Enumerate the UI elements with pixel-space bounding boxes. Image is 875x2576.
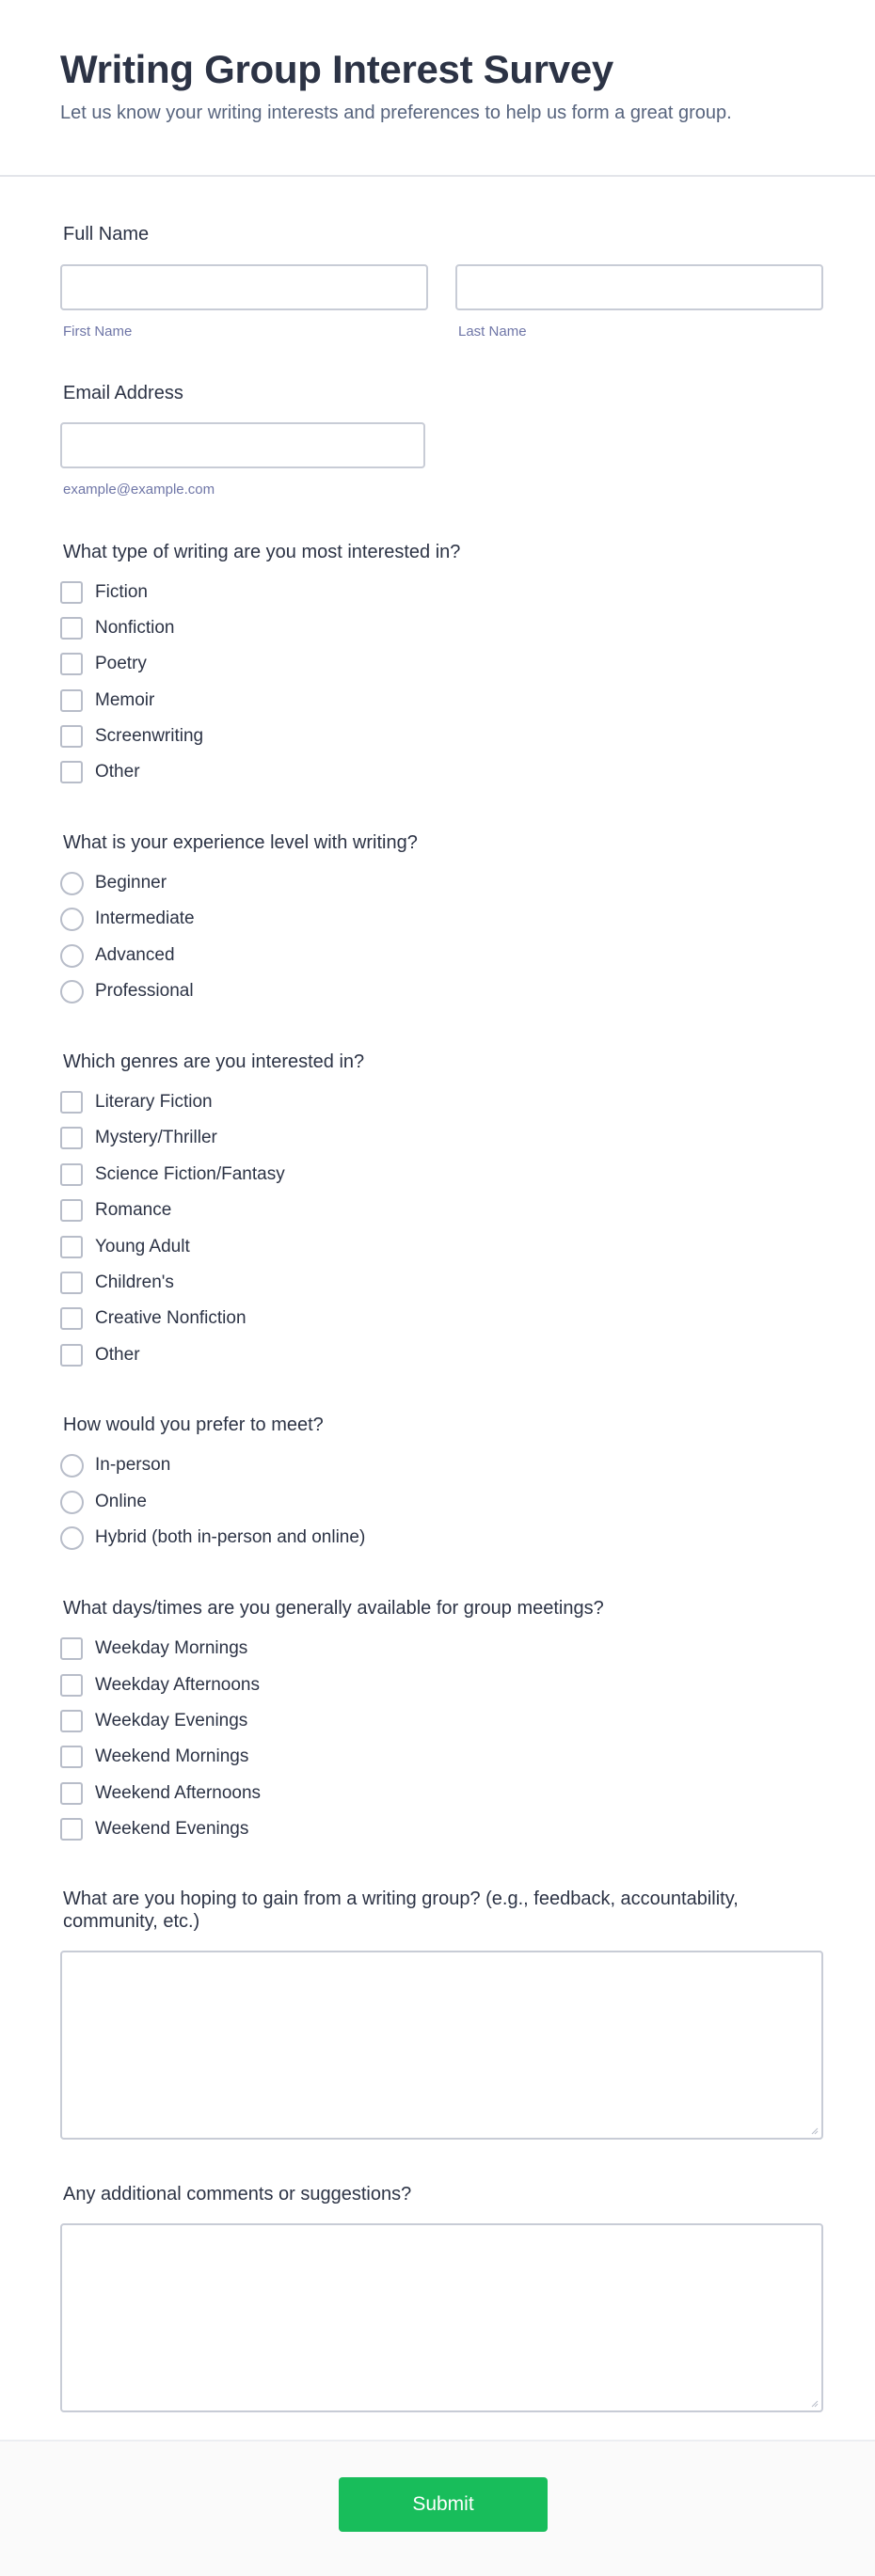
checkbox-square-icon[interactable] <box>60 1637 83 1660</box>
radio-circle-icon[interactable] <box>60 944 84 968</box>
checkbox-square-icon[interactable] <box>60 1091 83 1114</box>
option-label: Children's <box>95 1272 174 1292</box>
option-label: Other <box>95 762 140 782</box>
checkbox-square-icon[interactable] <box>60 1674 83 1697</box>
radio-circle-icon[interactable] <box>60 872 84 895</box>
checkbox-square-icon[interactable] <box>60 1746 83 1768</box>
form-subtitle: Let us know your writing interests and preferences to help us form a great group. <box>60 103 732 123</box>
full-name-label: Full Name <box>63 224 150 245</box>
genres-question: Which genres are you interested in? <box>63 1051 365 1072</box>
checkbox-square-icon[interactable] <box>60 1163 83 1186</box>
checkbox-square-icon[interactable] <box>60 1307 83 1330</box>
option-label: Poetry <box>95 654 147 673</box>
resize-handle-icon[interactable] <box>810 2399 819 2408</box>
checkbox-square-icon[interactable] <box>60 1344 83 1367</box>
first-name-input[interactable] <box>60 264 428 310</box>
writing-type-question: What type of writing are you most interested in? <box>63 542 461 562</box>
option-label: Weekend Mornings <box>95 1746 249 1766</box>
experience-question: What is your experience level with writing? <box>63 832 418 853</box>
option-label: Creative Nonfiction <box>95 1308 247 1328</box>
option-label: Memoir <box>95 690 155 710</box>
radio-circle-icon[interactable] <box>60 1491 84 1514</box>
checkbox-square-icon[interactable] <box>60 1818 83 1841</box>
radio-circle-icon[interactable] <box>60 908 84 931</box>
option-label: Mystery/Thriller <box>95 1128 217 1147</box>
email-label: Email Address <box>63 383 183 403</box>
option-label: Nonfiction <box>95 618 175 638</box>
goals-question-line1: What are you hoping to gain from a writing group? (e.g., feedback, accountability, <box>63 1889 739 1909</box>
submit-button[interactable]: Submit <box>339 2477 548 2532</box>
option-label: Advanced <box>95 945 175 965</box>
checkbox-square-icon[interactable] <box>60 653 83 675</box>
goals-textarea[interactable] <box>60 1951 823 2140</box>
email-sublabel: example@example.com <box>63 482 215 498</box>
last-name-sublabel: Last Name <box>458 324 527 340</box>
radio-circle-icon[interactable] <box>60 1454 84 1478</box>
option-label: Professional <box>95 981 194 1001</box>
option-label: Weekend Afternoons <box>95 1783 262 1803</box>
option-label: Beginner <box>95 873 167 893</box>
checkbox-square-icon[interactable] <box>60 1236 83 1258</box>
email-input[interactable] <box>60 422 425 468</box>
checkbox-square-icon[interactable] <box>60 581 83 604</box>
checkbox-square-icon[interactable] <box>60 725 83 748</box>
form-title: Writing Group Interest Survey <box>60 47 613 91</box>
option-label: Weekday Mornings <box>95 1638 248 1658</box>
checkbox-square-icon[interactable] <box>60 1272 83 1294</box>
option-label: Other <box>95 1345 140 1365</box>
radio-circle-icon[interactable] <box>60 1526 84 1550</box>
option-label: Romance <box>95 1200 172 1220</box>
goals-question-line2: community, etc.) <box>63 1911 200 1932</box>
option-label: Young Adult <box>95 1237 190 1256</box>
form-header <box>0 0 875 177</box>
option-label: Weekend Evenings <box>95 1819 249 1839</box>
checkbox-square-icon[interactable] <box>60 761 83 783</box>
form-footer <box>0 2440 875 2576</box>
meeting-question: How would you prefer to meet? <box>63 1414 324 1435</box>
checkbox-square-icon[interactable] <box>60 1782 83 1805</box>
checkbox-square-icon[interactable] <box>60 617 83 640</box>
option-label: Literary Fiction <box>95 1092 213 1112</box>
option-label: Intermediate <box>95 909 195 928</box>
option-label: Weekday Evenings <box>95 1711 248 1731</box>
availability-question: What days/times are you generally available for group meetings? <box>63 1598 604 1619</box>
radio-circle-icon[interactable] <box>60 980 84 1004</box>
checkbox-square-icon[interactable] <box>60 1710 83 1732</box>
option-label: Science Fiction/Fantasy <box>95 1164 285 1184</box>
checkbox-square-icon[interactable] <box>60 1199 83 1222</box>
option-label: Fiction <box>95 582 148 602</box>
checkbox-square-icon[interactable] <box>60 689 83 712</box>
last-name-input[interactable] <box>455 264 823 310</box>
checkbox-square-icon[interactable] <box>60 1127 83 1149</box>
option-label: Hybrid (both in-person and online) <box>95 1527 366 1547</box>
option-label: Online <box>95 1492 147 1511</box>
resize-handle-icon[interactable] <box>810 2126 819 2135</box>
first-name-sublabel: First Name <box>63 324 133 340</box>
comments-question: Any additional comments or suggestions? <box>63 2184 412 2205</box>
option-label: Screenwriting <box>95 726 204 746</box>
comments-textarea[interactable] <box>60 2223 823 2412</box>
option-label: Weekday Afternoons <box>95 1675 260 1695</box>
option-label: In-person <box>95 1455 171 1475</box>
